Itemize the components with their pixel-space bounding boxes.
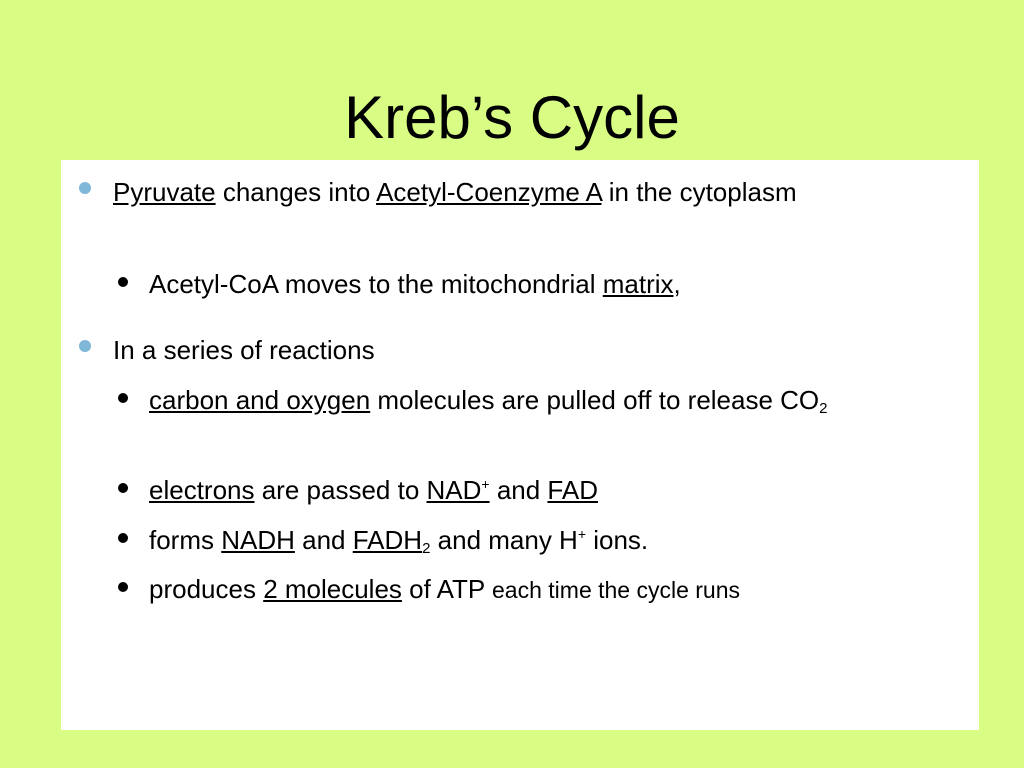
bullet-text: and [294, 525, 353, 555]
bullet-level2 [149, 469, 974, 511]
slide-title: Kreb’s Cycle [344, 84, 680, 151]
bullet-text: molecules are pulled off to release CO [370, 385, 820, 415]
term-nad-text: NAD [426, 475, 482, 505]
bullet-text: in the cytoplasm [601, 177, 797, 207]
term-electrons: electrons [149, 475, 255, 505]
bullet-text: and many H [430, 525, 578, 555]
superscript: + [481, 476, 490, 492]
bullet-level1 [113, 172, 953, 212]
subscript: 2 [422, 540, 431, 557]
bullet-dot-icon [79, 182, 91, 194]
term-2-molecules: 2 molecules [263, 574, 402, 604]
bullet-text: and [489, 475, 548, 505]
term-fadh2 [353, 525, 431, 555]
term-matrix: matrix [602, 269, 674, 299]
bullet-text: , [673, 269, 681, 299]
bullet-level2 [149, 568, 974, 611]
bullet-dot-icon [118, 533, 128, 543]
subscript: 2 [819, 400, 828, 417]
bullet-level2 [149, 519, 974, 561]
bullet-text: forms [149, 525, 222, 555]
bullet-dot-icon [118, 483, 128, 493]
term-fadh2-text: FADH [352, 525, 423, 555]
bullet-level2 [149, 263, 974, 305]
term-nadh: NADH [221, 525, 295, 555]
term-carbon-and-oxygen: carbon and oxygen [149, 385, 371, 415]
term-pyruvate: Pyruvate [113, 177, 216, 207]
term-acetyl-coenzyme-a: Acetyl-Coenzyme A [376, 177, 602, 207]
bullet-text: of ATP [401, 574, 493, 604]
term-fad: FAD [547, 475, 598, 505]
bullet-dot-icon [118, 277, 128, 287]
bullet-level2 [149, 379, 974, 421]
bullet-dot-icon [79, 340, 91, 352]
bullet-text: In a series of reactions [113, 335, 375, 365]
bullet-text: are passed to [254, 475, 427, 505]
bullet-text-small: each time the cycle runs [492, 577, 741, 603]
bullet-dot-icon [118, 393, 128, 403]
bullet-text: ions. [586, 525, 649, 555]
term-nad [427, 475, 490, 505]
bullet-dot-icon [118, 582, 128, 592]
content-box [61, 160, 979, 730]
bullet-text: changes into [215, 177, 377, 207]
bullet-level1 [113, 330, 953, 370]
superscript: + [577, 526, 587, 542]
bullet-text: produces [149, 574, 264, 604]
bullet-text: Acetyl-CoA moves to the mitochondrial [149, 269, 603, 299]
